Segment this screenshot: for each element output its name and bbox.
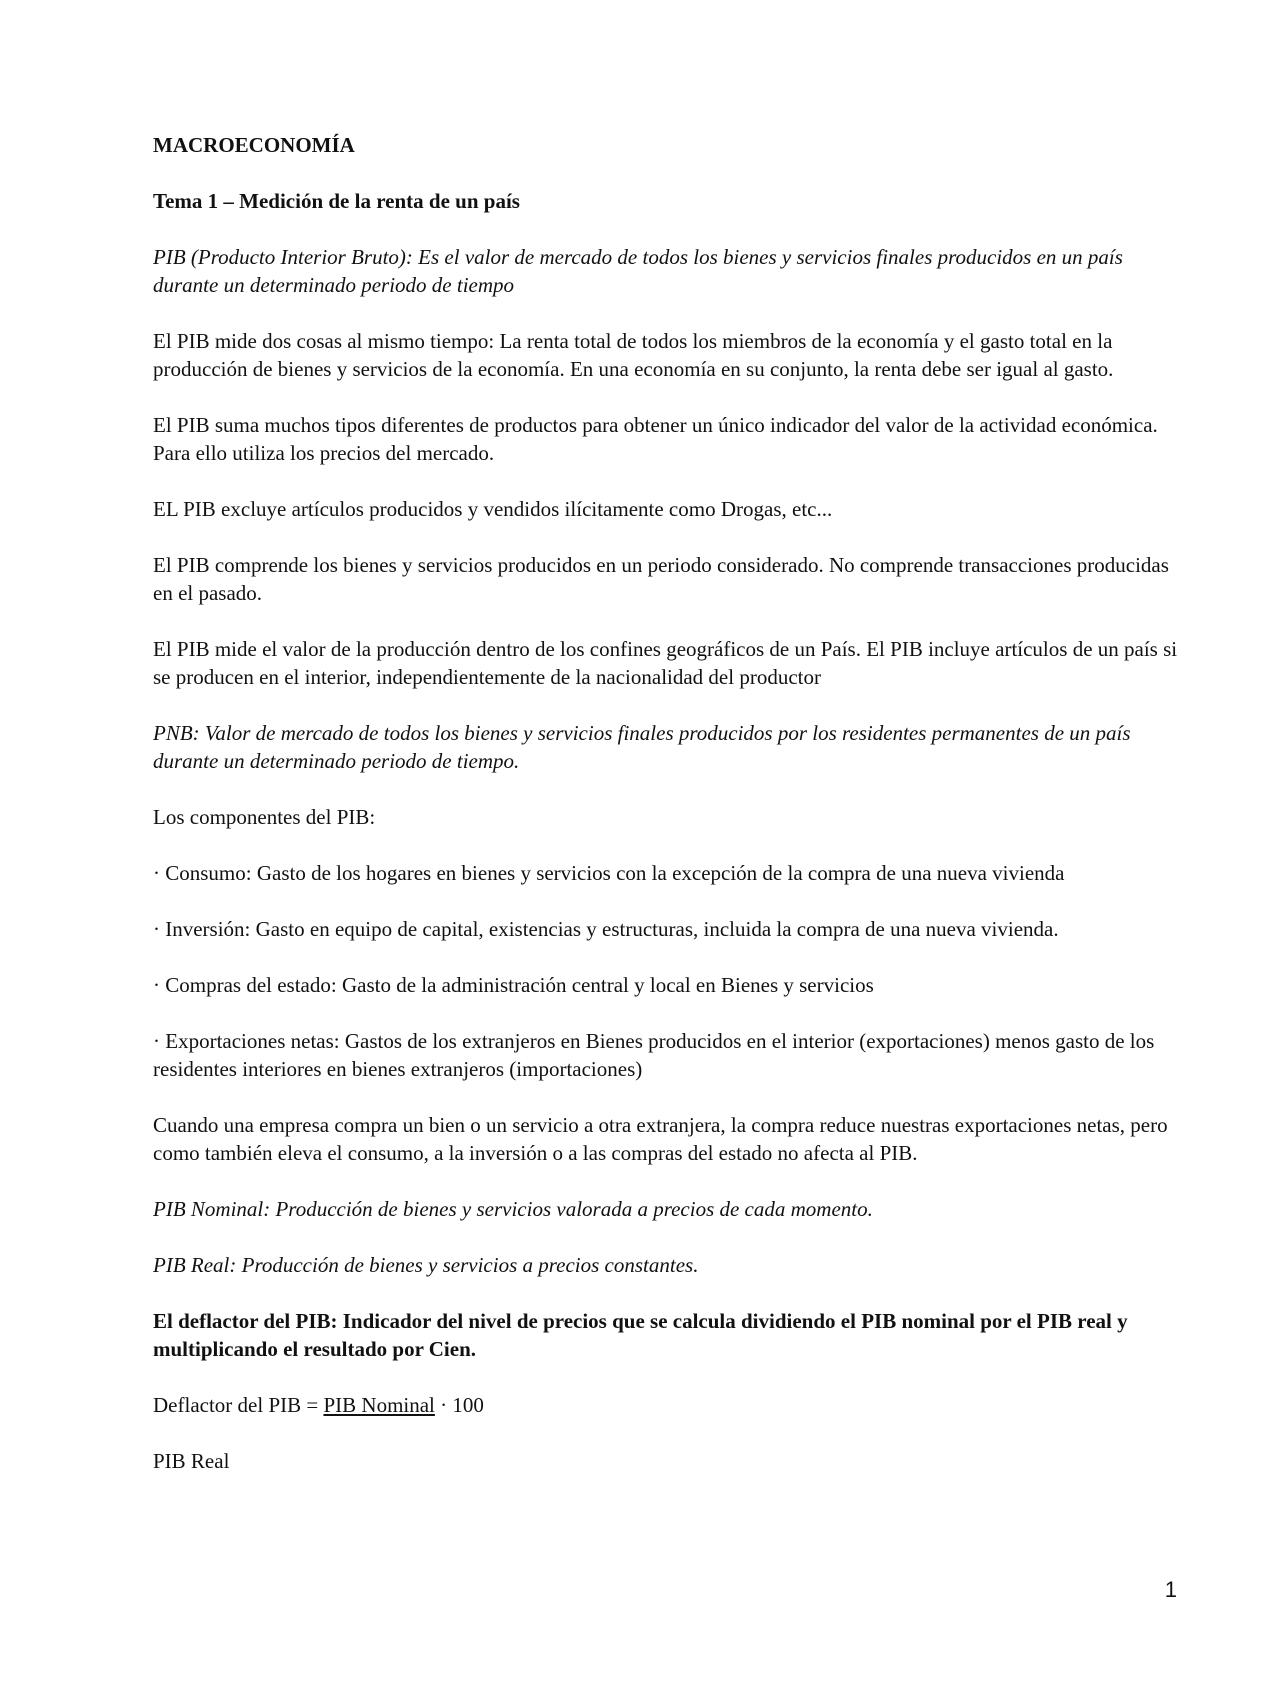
document-title: MACROECONOMÍA xyxy=(153,133,355,157)
page-number: 1 xyxy=(1164,1577,1177,1602)
topic-heading: Tema 1 – Medición de la renta de un país xyxy=(153,189,520,213)
paragraph-periodo: El PIB comprende los bienes y servicios producidos en un periodo considerado. No comprende transacciones producidas en el pasado. xyxy=(153,553,1169,605)
formula-numerator: PIB Nominal xyxy=(323,1393,435,1417)
paragraph-exclusiones: EL PIB excluye artículos producidos y vendidos ilícitamente como Drogas, etc... xyxy=(153,497,833,521)
paragraph-precios-mercado: El PIB suma muchos tipos diferentes de productos para obtener un único indicador del valor de la actividad económica. Para ello utiliza los precios del mercado. xyxy=(153,413,1158,465)
pib-real-definition: PIB Real: Producción de bienes y servicios a precios constantes. xyxy=(153,1253,699,1277)
document-content xyxy=(153,131,1183,1503)
paragraph-renta-gasto: El PIB mide dos cosas al mismo tiempo: La renta total de todos los miembros de la economía y el gasto total en la producción de bienes y servicios de la economía. En una economía en su conjunto, la renta debe ser igual al gasto. xyxy=(153,329,1114,381)
pib-definition: PIB (Producto Interior Bruto): Es el valor de mercado de todos los bienes y servicios finales producidos en un país durante un determinado periodo de tiempo xyxy=(153,245,1123,297)
formula-denominator: PIB Real xyxy=(153,1449,230,1473)
formula-suffix: · 100 xyxy=(434,1393,484,1417)
components-heading: Los componentes del PIB: xyxy=(153,805,376,829)
component-item-consumo: · Consumo: Gasto de los hogares en bienes y servicios con la excepción de la compra de una nueva vivienda xyxy=(153,861,1065,885)
component-item-exportaciones-netas: · Exportaciones netas: Gastos de los extranjeros en Bienes producidos en el interior (exportaciones) menos gasto de los residentes interiores en bienes extranjeros (importaciones) xyxy=(153,1029,1155,1081)
paragraph-geografia: El PIB mide el valor de la producción dentro de los confines geográficos de un País. El PIB incluye artículos de un país si se producen en el interior, independientemente de la nacionalidad del productor xyxy=(153,637,1178,689)
pnb-definition: PNB: Valor de mercado de todos los bienes y servicios finales producidos por los residentes permanentes de un país durante un determinado periodo de tiempo. xyxy=(153,721,1131,773)
component-item-compras-estado: · Compras del estado: Gasto de la administración central y local en Bienes y servicios xyxy=(153,973,874,997)
paragraph-compra-extranjera: Cuando una empresa compra un bien o un servicio a otra extranjera, la compra reduce nuestras exportaciones netas, pero como también eleva el consumo, a la inversión o a las compras del estado no afecta al PIB. xyxy=(153,1113,1168,1165)
pib-nominal-definition: PIB Nominal: Producción de bienes y servicios valorada a precios de cada momento. xyxy=(153,1197,873,1221)
deflactor-definition: El deflactor del PIB: Indicador del nivel de precios que se calcula dividiendo el PIB nominal por el PIB real y multiplicando el resultado por Cien. xyxy=(153,1309,1128,1361)
component-item-inversion: · Inversión: Gasto en equipo de capital, existencias y estructuras, incluida la compra de una nueva vivienda. xyxy=(153,917,1059,941)
formula-prefix: Deflactor del PIB = xyxy=(153,1393,324,1417)
deflactor-formula xyxy=(153,1391,1183,1419)
